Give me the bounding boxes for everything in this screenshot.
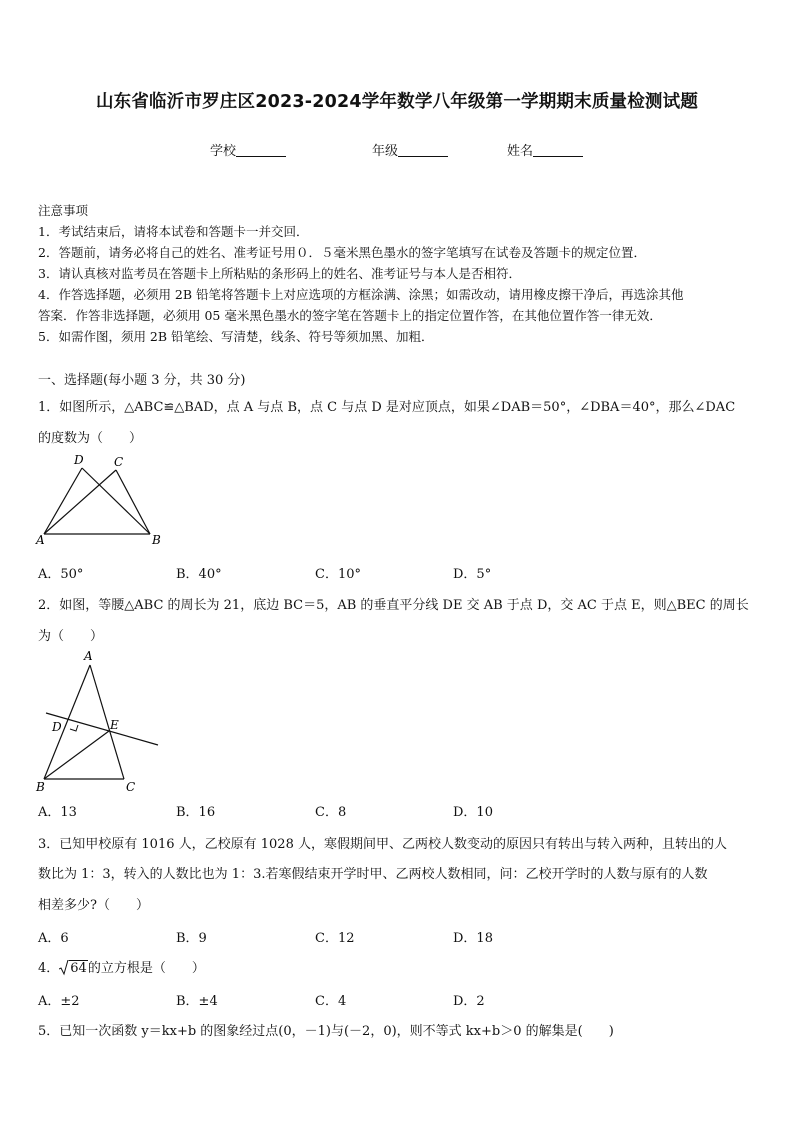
- notice-item: 2．答题前，请务必将自己的姓名、准考证号用０．５毫米黑色墨水的签字笔填写在试卷及答题卡的规定位置．: [38, 245, 646, 260]
- question-3-option-c: C．12: [315, 931, 355, 946]
- grade-blank: [398, 144, 448, 157]
- question-1-option-d: D．5°: [453, 567, 492, 582]
- name-blank: [533, 144, 583, 157]
- question-2-text: 2．如图，等腰△ABC 的周长为 21，底边 BC＝5，AB 的垂直平分线 DE 交 AB 于点 D，交 AC 于点 E，则△BEC 的周长: [38, 598, 749, 613]
- question-1-figure: [34, 450, 168, 548]
- radicand: 64: [70, 961, 87, 976]
- name-field: [507, 140, 583, 159]
- question-4-option-d: D．2: [453, 994, 485, 1009]
- question-5-text: 5．已知一次函数 y＝kx+b 的图象经过点(0，－1)与(－2，0)，则不等式 kx+b＞0 的解集是( ): [38, 1024, 614, 1039]
- page-title: 山东省临沂市罗庄区2023-2024学年数学八年级第一学期期末质量检测试题: [95, 92, 699, 112]
- question-3-option-b: B．9: [176, 931, 207, 946]
- section-heading: 一、选择题(每小题 3 分，共 30 分): [38, 373, 246, 388]
- grade-field: [372, 140, 448, 159]
- question-2-option-a: A．13: [38, 805, 77, 820]
- right-angle-mark: [70, 725, 78, 731]
- question-3-text-cont: 相差多少?（ ）: [38, 898, 149, 913]
- question-3-text: 3．已知甲校原有 1016 人，乙校原有 1028 人，寒假期间甲、乙两校人数变动的原因只有转出与转入两种，且转出的人: [38, 837, 727, 852]
- question-2-text-cont: 为（ ）: [38, 629, 104, 644]
- question-4-suffix: 的立方根是（ ）: [87, 961, 205, 976]
- label-b: B: [152, 533, 161, 547]
- notice-heading: 注意事项: [38, 203, 89, 218]
- label-a: A: [36, 533, 45, 547]
- segment-ac: [44, 470, 116, 534]
- segment-cb: [116, 470, 150, 534]
- question-4-text: [38, 957, 205, 976]
- label-c: C: [126, 780, 136, 794]
- notice-item: 3．请认真核对监考员在答题卡上所粘贴的条形码上的姓名、准考证号与本人是否相符．: [38, 266, 521, 281]
- school-field: [210, 140, 286, 159]
- segment-db: [82, 468, 150, 534]
- question-3-option-a: A．6: [38, 931, 69, 946]
- school-label: 学校: [210, 144, 237, 159]
- label-e: E: [110, 718, 119, 732]
- question-3-text-cont: 数比为 1：3，转入的人数比也为 1：3.若寒假结束开学时甲、乙两校人数相同，问：乙校开学时的人数与原有的人数: [38, 867, 708, 882]
- school-blank: [236, 144, 286, 157]
- notice-item: 5．如需作图，须用 2B 铅笔绘、写清楚，线条、符号等须加黑、加粗．: [38, 329, 434, 344]
- question-3-option-d: D．18: [453, 931, 493, 946]
- grade-label: 年级: [372, 144, 399, 159]
- sqrt-icon: [59, 960, 69, 976]
- sqrt-expression: [59, 961, 88, 976]
- label-c: C: [114, 455, 124, 469]
- question-2-option-c: C．8: [315, 805, 347, 820]
- segment-ad: [44, 468, 82, 534]
- question-1-text: 1．如图所示，△ABC≌△BAD，点 A 与点 B，点 C 与点 D 是对应顶点，如果∠DAB＝50°，∠DBA＝40°，那么∠DAC: [38, 400, 736, 415]
- segment-ac: [90, 665, 124, 779]
- notice-item: 答案．作答非选择题，必须用 05 毫米黑色墨水的签字笔在答题卡上的指定位置作答，在其他位置作答一律无效．: [38, 308, 662, 323]
- perpendicular-bisector-de: [46, 713, 158, 745]
- question-1-option-c: C．10°: [315, 567, 361, 582]
- question-4-option-b: B．±4: [176, 994, 218, 1009]
- name-label: 姓名: [507, 144, 534, 159]
- label-b: B: [36, 780, 45, 794]
- label-a: A: [84, 649, 93, 663]
- notice-item: 1．考试结束后，请将本试卷和答题卡一并交回．: [38, 224, 309, 239]
- question-2-option-b: B．16: [176, 805, 216, 820]
- label-d: D: [74, 453, 84, 467]
- question-2-figure: [34, 645, 168, 795]
- question-4-prefix: 4．: [38, 961, 60, 976]
- question-4-option-a: A．±2: [38, 994, 80, 1009]
- notice-item: 4．作答选择题，必须用 2B 铅笔将答题卡上对应选项的方框涂满、涂黑；如需改动，请用橡皮擦干净后，再选涂其他: [38, 287, 684, 302]
- question-4-option-c: C．4: [315, 994, 347, 1009]
- question-2-option-d: D．10: [453, 805, 493, 820]
- question-1-option-b: B．40°: [176, 567, 222, 582]
- question-1-option-a: A．50°: [38, 567, 84, 582]
- question-1-text-cont: 的度数为（ ）: [38, 431, 143, 446]
- label-d: D: [52, 720, 62, 734]
